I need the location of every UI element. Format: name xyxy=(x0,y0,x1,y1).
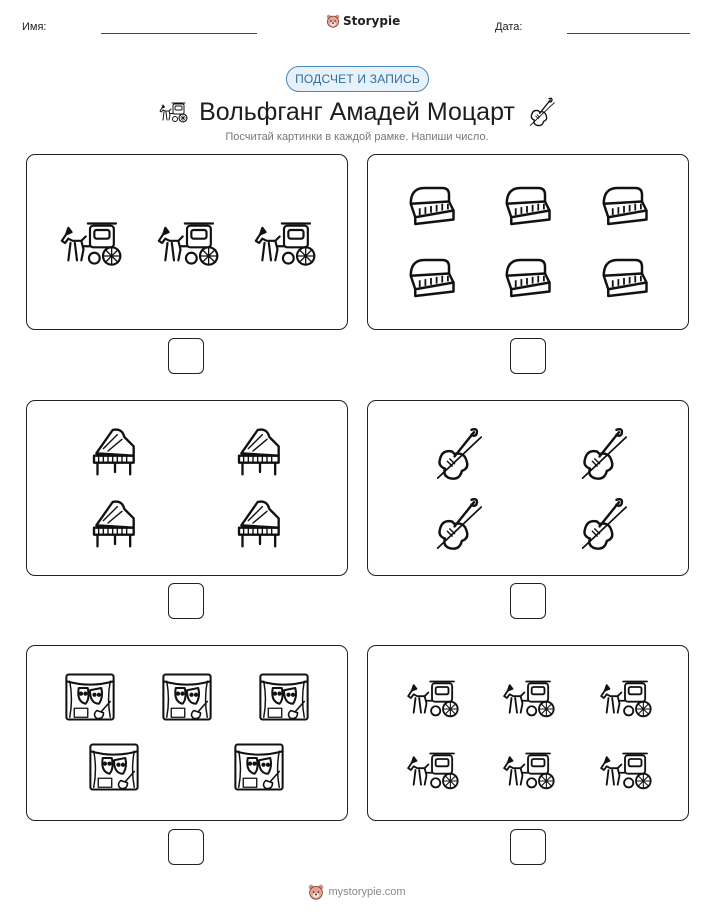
brand-logo xyxy=(326,14,400,28)
theater-icon xyxy=(63,670,117,724)
piano-icon xyxy=(500,251,554,305)
violin-icon xyxy=(428,495,486,553)
count-panel-5 xyxy=(26,645,348,821)
instructions: Посчитай картинки в каждой рамке. Напиши число. xyxy=(225,131,489,143)
carriage-icon xyxy=(157,100,189,124)
section-badge: ПОДСЧЕТ И ЗАПИСЬ xyxy=(286,66,429,92)
carriage-icon xyxy=(402,676,462,720)
theater-icon xyxy=(232,740,286,794)
count-panel-1 xyxy=(26,154,348,330)
answer-box-1[interactable] xyxy=(168,338,204,374)
carriage-icon xyxy=(249,217,319,269)
date-label: Дата: xyxy=(495,21,523,33)
grand-piano-icon xyxy=(87,423,143,479)
count-panel-6 xyxy=(367,645,689,821)
carriage-icon xyxy=(595,748,655,792)
piano-icon xyxy=(597,251,651,305)
carriage-icon xyxy=(595,676,655,720)
grand-piano-icon xyxy=(87,495,143,551)
theater-icon xyxy=(87,740,141,794)
bear-icon xyxy=(326,14,340,28)
answer-box-2[interactable] xyxy=(510,338,546,374)
carriage-icon xyxy=(402,748,462,792)
name-line[interactable] xyxy=(101,33,257,34)
count-panel-2 xyxy=(367,154,689,330)
grand-piano-icon xyxy=(232,495,288,551)
piano-icon xyxy=(404,251,458,305)
page-title: Вольфганг Амадей Моцарт xyxy=(199,97,515,126)
footer-url[interactable]: mystorypie.com xyxy=(328,886,406,898)
carriage-icon xyxy=(152,217,222,269)
carriage-icon xyxy=(498,676,558,720)
piano-icon xyxy=(500,179,554,233)
violin-icon xyxy=(573,495,631,553)
theater-icon xyxy=(257,670,311,724)
count-panel-3 xyxy=(26,400,348,576)
theater-icon xyxy=(160,670,214,724)
title-row xyxy=(150,94,564,130)
count-panel-4 xyxy=(367,400,689,576)
name-label: Имя: xyxy=(22,21,47,33)
carriage-icon xyxy=(55,217,125,269)
brand-name: Storypie xyxy=(343,14,401,28)
answer-box-5[interactable] xyxy=(168,829,204,865)
piano-icon xyxy=(597,179,651,233)
grand-piano-icon xyxy=(232,423,288,479)
bear-icon xyxy=(308,884,324,900)
answer-box-6[interactable] xyxy=(510,829,546,865)
answer-box-3[interactable] xyxy=(168,583,204,619)
footer xyxy=(0,884,714,900)
date-line[interactable] xyxy=(567,33,690,34)
piano-icon xyxy=(404,179,458,233)
violin-icon xyxy=(525,96,557,128)
violin-icon xyxy=(573,425,631,483)
carriage-icon xyxy=(498,748,558,792)
answer-box-4[interactable] xyxy=(510,583,546,619)
violin-icon xyxy=(428,425,486,483)
